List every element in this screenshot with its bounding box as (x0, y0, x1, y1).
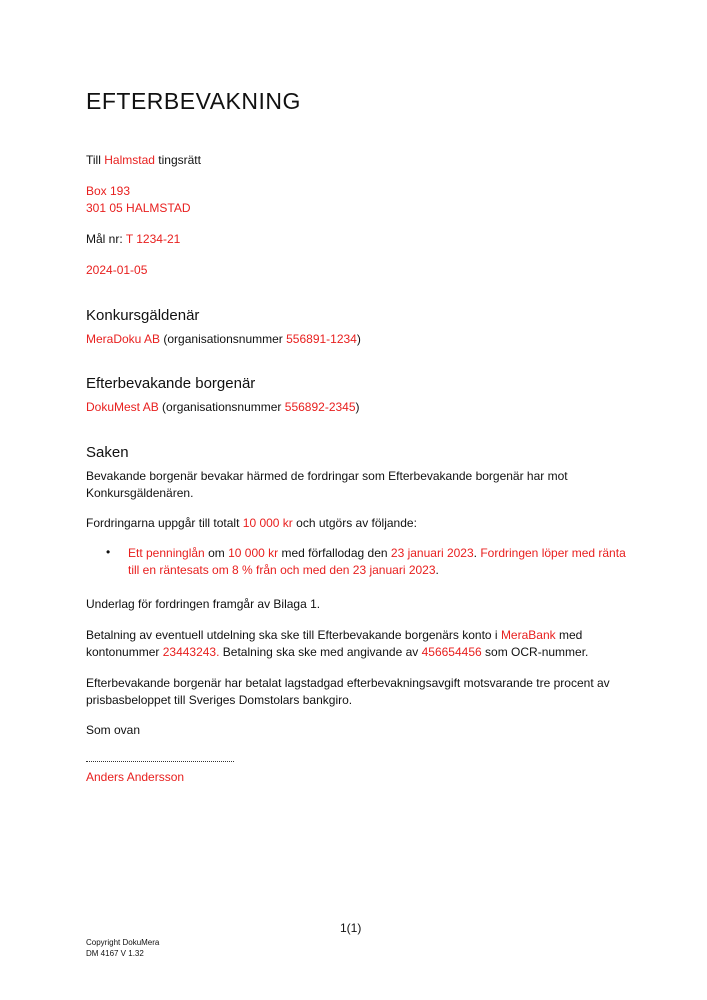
debtor-heading: Konkursgäldenär (86, 307, 200, 324)
debtor-line (86, 331, 361, 348)
total-suffix: och utgörs av följande: (296, 516, 417, 530)
version-text: DM 4167 V 1.32 (86, 949, 144, 958)
footer (86, 937, 159, 959)
recipient-line (86, 152, 201, 169)
creditor-org-prefix: (organisationsnummer (162, 400, 282, 414)
debtor-org-prefix: (organisationsnummer (163, 332, 283, 346)
court-name: Halmstad (104, 153, 155, 167)
signer-name: Anders Andersson (86, 770, 185, 784)
claim-amount: 10 000 kr (228, 546, 279, 560)
payment-paragraph (86, 627, 606, 661)
total-amount: 10 000 kr (242, 516, 293, 530)
creditor-heading: Efterbevakande borgenär (86, 375, 256, 392)
creditor-org-suffix: ) (355, 400, 360, 414)
bank-name: MeraBank (500, 628, 556, 642)
debtor-name: MeraDoku AB (86, 332, 161, 346)
case-number-line (86, 231, 180, 248)
claim-item (128, 545, 628, 579)
claim-end: . (435, 563, 439, 577)
court-suffix: tingsrätt (158, 153, 201, 167)
document-title: EFTERBEVAKNING (86, 88, 301, 114)
claim-interest: Fordringen löper med ränta till en räntesats om 8 % från och med den 23 januari 2023 (128, 546, 626, 577)
address-line-2: 301 05 HALMSTAD (86, 201, 191, 215)
debtor-org-number: 556891-1234 (286, 332, 357, 346)
creditor-name: DokuMest AB (86, 400, 159, 414)
total-prefix: Fordringarna uppgår till totalt (86, 516, 240, 530)
total-line (86, 515, 417, 532)
document-date: 2024-01-05 (86, 263, 148, 277)
claim-due-date: 23 januari 2023 (390, 546, 474, 560)
page-number: 1(1) (340, 921, 362, 935)
fee-paragraph: Efterbevakande borgenär har betalat lagstadgad efterbevakningsavgift motsvarande tre procent av prisbasbeloppet till Sveriges Domstolars bankgiro. (86, 676, 610, 707)
basis-paragraph: Underlag för fordringen framgår av Bilaga 1. (86, 597, 321, 611)
payment-text-4: som OCR-nummer. (485, 645, 589, 659)
case-number: T 1234-21 (125, 232, 181, 246)
payment-text-1: Betalning av eventuell utdelning ska ske till Efterbevakande borgenärs konto i (86, 628, 498, 642)
claim-dot: . (473, 546, 477, 560)
matter-heading: Saken (86, 444, 129, 461)
payment-text-3: Betalning ska ske med angivande av (222, 645, 419, 659)
copyright-text: Copyright DokuMera (86, 938, 160, 947)
closing-text: Som ovan (86, 723, 141, 737)
creditor-org-number: 556892-2345 (284, 400, 356, 414)
to-prefix: Till (86, 153, 101, 167)
creditor-line (86, 399, 360, 416)
signature-line (86, 757, 234, 762)
bullet-marker: • (106, 545, 111, 559)
debtor-org-suffix: ) (356, 332, 361, 346)
claim-om: om (208, 546, 225, 560)
payment-text-2: med kontonummer (86, 628, 583, 659)
claim-type: Ett penninglån (128, 546, 205, 560)
matter-intro: Bevakande borgenär bevakar härmed de fordringar som Efterbevakande borgenär har mot Konkursgäldenären. (86, 469, 568, 500)
address-line-1: Box 193 (86, 184, 131, 198)
case-label: Mål nr: (86, 232, 123, 246)
claim-due-text: med förfallodag den (281, 546, 388, 560)
ocr-number: 456654456 (421, 645, 482, 659)
account-number: 23443243. (162, 645, 220, 659)
